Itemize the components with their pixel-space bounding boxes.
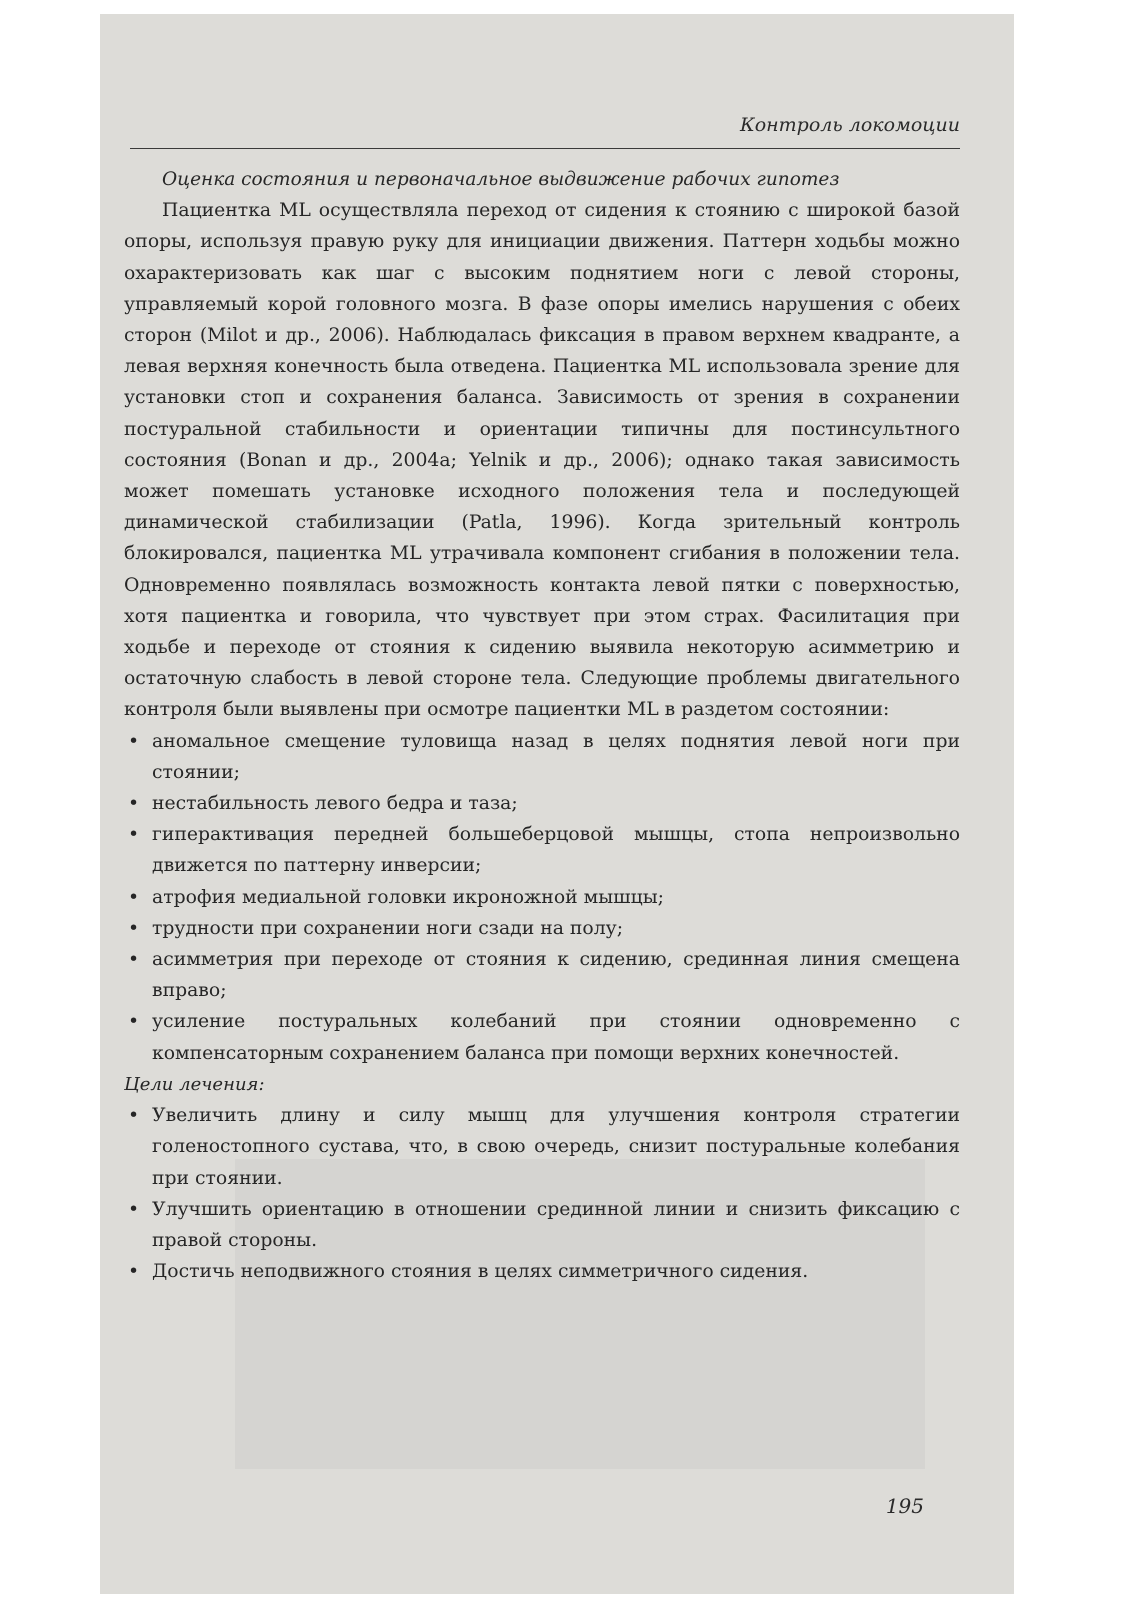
page-content xyxy=(124,164,960,1287)
book-page xyxy=(100,14,1014,1594)
problems-list xyxy=(124,726,960,1069)
list-item: • аномальное смещение туловища назад в целях поднятия левой ноги при стоянии; xyxy=(124,726,960,788)
list-item: • Достичь неподвижного стояния в целях симметричного сидения. xyxy=(124,1256,960,1287)
list-item: • Увеличить длину и силу мышц для улучшения контроля стратегии голеностопного сустава, что, в свою очередь, снизит постуральные колебания при стоянии. xyxy=(124,1100,960,1194)
assessment-paragraph: Пациентка ML осуществляла переход от сидения к стоянию с широкой базой опоры, используя правую руку для инициации движения. Паттерн ходьбы можно охарактеризовать как шаг с высоким поднятием ноги с левой стороны, управляемый корой головного мозга. В фазе опоры имелись нарушения с обеих сторон (Milot и др., 2006). Наблюдалась фиксация в правом верхнем квадранте, а левая верхняя конечность была отведена. Пациентка ML использовала зрение для установки стоп и сохранения баланса. Зависимость от зрения в сохранении постуральной стабильности и ориентации типичны для постинсультного состояния (Bonan и др., 2004а; Yelnik и др., 2006); однако такая зависимость может помешать установке исходного положения тела и последующей динамической стабилизации (Patla, 1996). Когда зрительный контроль блокировался, пациентка ML утрачивала компонент сгибания в положении тела. Одновременно появлялась возможность контакта левой пятки с поверхностью, хотя пациентка и говорила, что чувствует при этом страх. Фасилитация при ходьбе и переходе от стояния к сидению выявила некоторую асимметрию и остаточную слабость в левой стороне тела. Следующие проблемы двигательного контроля были выявлены при осмотре пациентки ML в раздетом состоянии: xyxy=(124,200,960,721)
page-header xyxy=(130,108,960,149)
list-item: • атрофия медиальной головки икроножной мышцы; xyxy=(124,882,960,913)
list-item: • Улучшить ориентацию в отношении срединной линии и снизить фиксацию с правой стороны. xyxy=(124,1194,960,1256)
goals-list xyxy=(124,1100,960,1287)
running-head: Контроль локомоции xyxy=(739,114,960,136)
page-number: 195 xyxy=(885,1494,924,1518)
list-item: • гиперактивация передней большеберцовой мышцы, стопа непроизвольно движется по паттерну инверсии; xyxy=(124,819,960,881)
list-item: • усиление постуральных колебаний при стоянии одновременно с компенсаторным сохранением баланса при помощи верхних конечностей. xyxy=(124,1006,960,1068)
list-item: • трудности при сохранении ноги сзади на полу; xyxy=(124,913,960,944)
section-title-assessment: Оценка состояния и первоначальное выдвижение рабочих гипотез xyxy=(162,169,840,190)
section-title-goals: Цели лечения: xyxy=(124,1073,265,1095)
list-item: • нестабильность левого бедра и таза; xyxy=(124,788,960,819)
list-item: • асимметрия при переходе от стояния к сидению, срединная линия смещена вправо; xyxy=(124,944,960,1006)
